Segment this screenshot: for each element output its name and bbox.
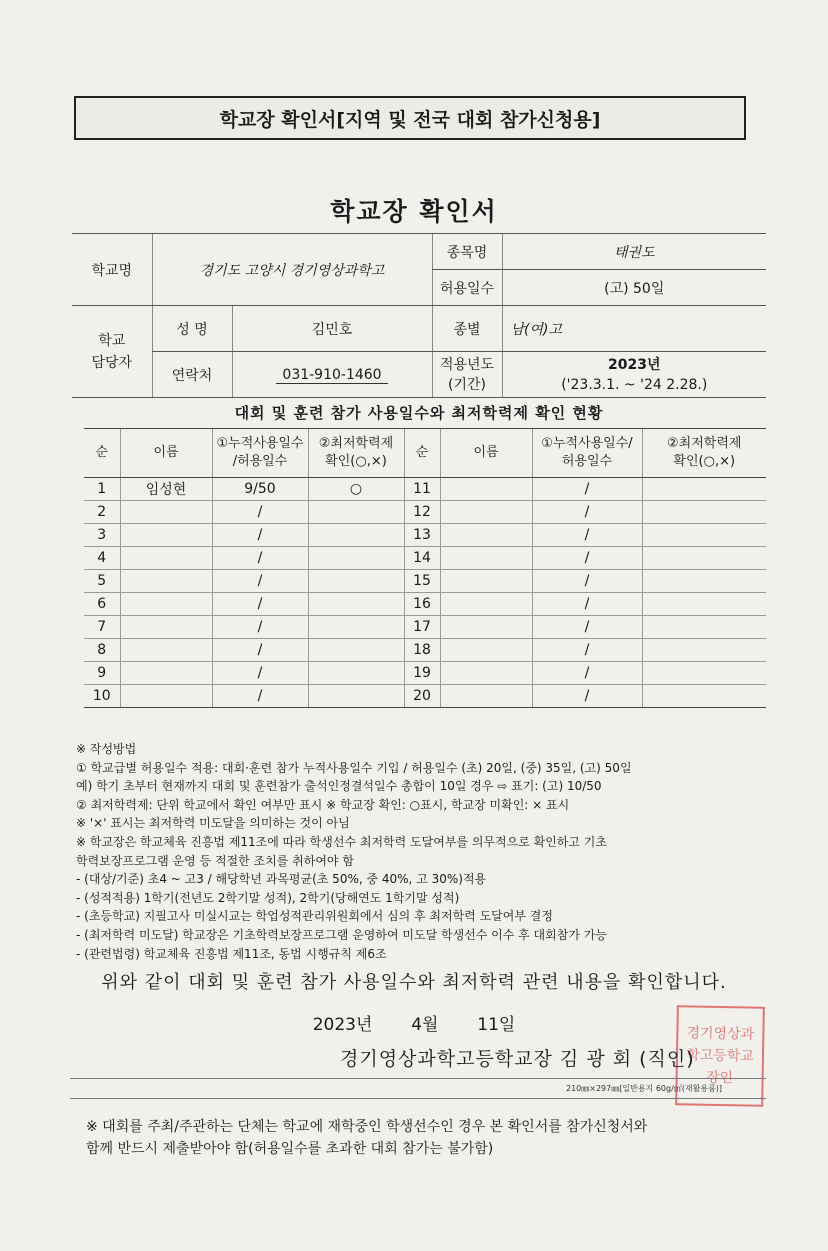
note-line: - (초등학교) 지필고사 미실시교는 학업성적관리위원회에서 심의 후 최저학력 도달여부 결정 [76, 909, 553, 924]
row-name [120, 685, 212, 708]
header-days-left-line2: /허용일수 [232, 454, 288, 469]
row-min [308, 662, 404, 685]
row-name [120, 547, 212, 570]
row-name [120, 570, 212, 593]
name-value: 김민호 [232, 306, 432, 352]
header-days-right [532, 429, 642, 478]
note-line: ② 최저학력제: 단위 학교에서 확인 여부만 표시 ※ 학교장 확인: ○표시, 학교장 미확인: × 표시 [76, 797, 570, 812]
row-days: 9/50 [212, 478, 308, 501]
year-label-line1: 적용년도 [439, 356, 495, 373]
header-name-left: 이름 [120, 429, 212, 478]
row-no: 5 [84, 570, 120, 593]
note-line: ※ '×' 표시는 최저학력 미도달을 의미하는 것이 아님 [76, 816, 350, 831]
row-min [308, 639, 404, 662]
row-min [308, 547, 404, 570]
contact-value: 031-910-1460 [276, 367, 387, 384]
row-name [120, 616, 212, 639]
row-days-right: / [532, 524, 642, 547]
allowed-days-value: (고) 50일 [502, 270, 766, 306]
row-no-right: 20 [404, 685, 440, 708]
table-row [84, 662, 766, 685]
row-min-right [642, 639, 766, 662]
confirmation-statement: 위와 같이 대회 및 훈련 참가 사용일수와 최저학력 관련 내용을 확인합니다. [101, 972, 727, 993]
table-row [84, 639, 766, 662]
row-min-right [642, 501, 766, 524]
row-days-right: / [532, 639, 642, 662]
row-days-right: / [532, 501, 642, 524]
row-name [120, 639, 212, 662]
row-min [308, 685, 404, 708]
row-days: / [212, 547, 308, 570]
row-days-right: / [532, 662, 642, 685]
note-line: - (관련법령) 학교체육 진흥법 제11조, 동법 시행규칙 제6조 [76, 946, 387, 961]
name-label: 성 명 [152, 306, 232, 352]
row-min-right [642, 524, 766, 547]
row-no-right: 14 [404, 547, 440, 570]
row-name-right [440, 593, 532, 616]
period-value: ('23.3.1. ~ '24 2.28.) [561, 376, 708, 393]
row-name [120, 524, 212, 547]
table-row [84, 685, 766, 708]
divider-line [70, 1078, 766, 1079]
row-days-right: / [532, 616, 642, 639]
row-days: / [212, 616, 308, 639]
year-label-line2: (기간) [448, 376, 486, 393]
row-name-right [440, 524, 532, 547]
note-line: ※ 작성방법 [76, 742, 137, 756]
date-day: 11일 [477, 1015, 516, 1035]
row-no-right: 13 [404, 524, 440, 547]
row-no: 6 [84, 593, 120, 616]
row-no-right: 11 [404, 478, 440, 501]
row-min [308, 524, 404, 547]
note-line: ① 학교급별 허용일수 적용: 대회·훈련 참가 누적사용일수 기입 / 허용일수 (초) 20일, (중) 35일, (고) 50일 [76, 760, 632, 775]
manager-label-line1: 학교 [98, 332, 126, 349]
school-name-label: 학교명 [72, 234, 152, 306]
row-days-right: / [532, 570, 642, 593]
row-name-right [440, 616, 532, 639]
year-value: 2023년 [608, 356, 661, 373]
table-row [84, 616, 766, 639]
usage-table-header [84, 429, 766, 478]
bottom-notice-line: 함께 반드시 제출받아야 함(허용일수를 초과한 대회 참가는 불가함) [86, 1141, 494, 1157]
contact-value-cell [232, 352, 432, 398]
note-line: 예) 학기 초부터 현재까지 대회 및 훈련참가 출석인정결석일수 총합이 10일 경우 ⇨ 표기: (고) 10/50 [76, 779, 602, 794]
row-no: 3 [84, 524, 120, 547]
row-min [308, 593, 404, 616]
signer-line: 경기영상과학고등학교장 김 광 회 (직인) [340, 1048, 695, 1070]
header-min-left-line1: ②최저학력제 [318, 436, 394, 451]
header-min-right-line2: 확인(○,×) [673, 454, 736, 469]
header-min-left-line2: 확인(○,×) [325, 454, 387, 469]
paper-spec: 210㎜×297㎜[일반용지 60g/㎡(재활용품)] [566, 1084, 723, 1093]
gender-value: 남(여)고 [502, 306, 766, 352]
row-days: / [212, 662, 308, 685]
allowed-days-label: 허용일수 [432, 270, 502, 306]
header-name-right: 이름 [440, 429, 532, 478]
row-name-right [440, 478, 532, 501]
header-no-right: 순 [404, 429, 440, 478]
row-name-right [440, 639, 532, 662]
row-no-right: 16 [404, 593, 440, 616]
writing-instructions [76, 740, 776, 963]
row-days-right: / [532, 593, 642, 616]
row-days: / [212, 593, 308, 616]
row-days: / [212, 524, 308, 547]
gender-label: 종별 [432, 306, 502, 352]
note-line: ※ 학교장은 학교체육 진흥법 제11조에 따라 학생선수 최저학력 도달여부를 의무적으로 확인하고 기초 [76, 834, 607, 849]
row-days: / [212, 570, 308, 593]
row-min: ○ [308, 478, 404, 501]
event-label: 종목명 [432, 234, 502, 270]
school-name-value: 경기도 고양시 경기영상과학고 [152, 234, 432, 306]
row-min-right [642, 478, 766, 501]
date-year: 2023년 [312, 1015, 373, 1035]
row-days: / [212, 501, 308, 524]
row-days-right: / [532, 478, 642, 501]
row-no-right: 15 [404, 570, 440, 593]
row-days-right: / [532, 685, 642, 708]
manager-label [72, 306, 152, 398]
year-label [432, 352, 502, 398]
row-name-right [440, 662, 532, 685]
row-days: / [212, 639, 308, 662]
row-no: 10 [84, 685, 120, 708]
row-no-right: 19 [404, 662, 440, 685]
header-days-right-line1: ①누적사용일수/ [541, 436, 633, 451]
header-min-right-line1: ②최저학력제 [667, 436, 742, 451]
row-days: / [212, 685, 308, 708]
seal-lettering: 경기영상과학고등학교장인 [686, 1025, 755, 1087]
row-min [308, 616, 404, 639]
table-row [84, 524, 766, 547]
event-value: 태권도 [502, 234, 766, 270]
row-no: 2 [84, 501, 120, 524]
table-row [84, 570, 766, 593]
row-min-right [642, 570, 766, 593]
document-title: 학교장 확인서 [330, 197, 498, 226]
date-month: 4월 [411, 1015, 439, 1035]
header-min-left [308, 429, 404, 478]
bottom-notice-line: ※ 대회를 주최/주관하는 단체는 학교에 재학중인 학생선수인 경우 본 확인서를 참가신청서와 [86, 1119, 648, 1135]
bottom-notice [86, 1116, 647, 1160]
table-row [84, 501, 766, 524]
row-name-right [440, 501, 532, 524]
row-min-right [642, 593, 766, 616]
row-min [308, 501, 404, 524]
row-min-right [642, 685, 766, 708]
row-no-right: 17 [404, 616, 440, 639]
table-row [84, 593, 766, 616]
manager-label-line2: 담당자 [91, 354, 133, 371]
row-name: 임성현 [120, 478, 212, 501]
row-days-right: / [532, 547, 642, 570]
row-no: 7 [84, 616, 120, 639]
row-name-right [440, 570, 532, 593]
note-line: 학력보장프로그램 운영 등 적절한 조치를 취하여야 함 [76, 853, 354, 868]
header-days-left [212, 429, 308, 478]
note-line: - (성적적용) 1학기(전년도 2학기말 성적), 2학기(당해연도 1학기말 성적) [76, 890, 460, 905]
row-no: 9 [84, 662, 120, 685]
section-title: 대회 및 훈련 참가 사용일수와 최저학력제 확인 현황 [234, 404, 604, 422]
row-min [308, 570, 404, 593]
contact-label: 연락처 [152, 352, 232, 398]
form-header-box [74, 96, 746, 140]
header-min-right [642, 429, 766, 478]
row-no-right: 18 [404, 639, 440, 662]
row-min-right [642, 616, 766, 639]
row-name [120, 501, 212, 524]
header-no-left: 순 [84, 429, 120, 478]
row-min-right [642, 662, 766, 685]
form-header-title: 학교장 확인서[지역 및 전국 대회 참가신청용] [219, 108, 601, 131]
row-name [120, 662, 212, 685]
usage-table [84, 428, 766, 708]
school-info-table [72, 233, 766, 398]
note-line: - (최저학력 미도달) 학교장은 기초학력보장프로그램 운영하여 미도달 학생선수 이수 후 대회참가 가능 [76, 927, 607, 942]
table-row [84, 547, 766, 570]
table-row [84, 478, 766, 501]
year-value-cell [502, 352, 766, 398]
header-days-left-line1: ①누적사용일수 [216, 436, 304, 451]
row-no: 8 [84, 639, 120, 662]
row-no: 4 [84, 547, 120, 570]
row-no-right: 12 [404, 501, 440, 524]
row-name [120, 593, 212, 616]
note-line: - (대상/기준) 초4 ~ 고3 / 해당학년 과목평균(초 50%, 중 40%, 고 30%)적용 [76, 872, 487, 887]
divider-line [70, 1098, 766, 1099]
header-days-right-line2: 허용일수 [561, 454, 613, 469]
row-name-right [440, 685, 532, 708]
row-min-right [642, 547, 766, 570]
row-no: 1 [84, 478, 120, 501]
row-name-right [440, 547, 532, 570]
